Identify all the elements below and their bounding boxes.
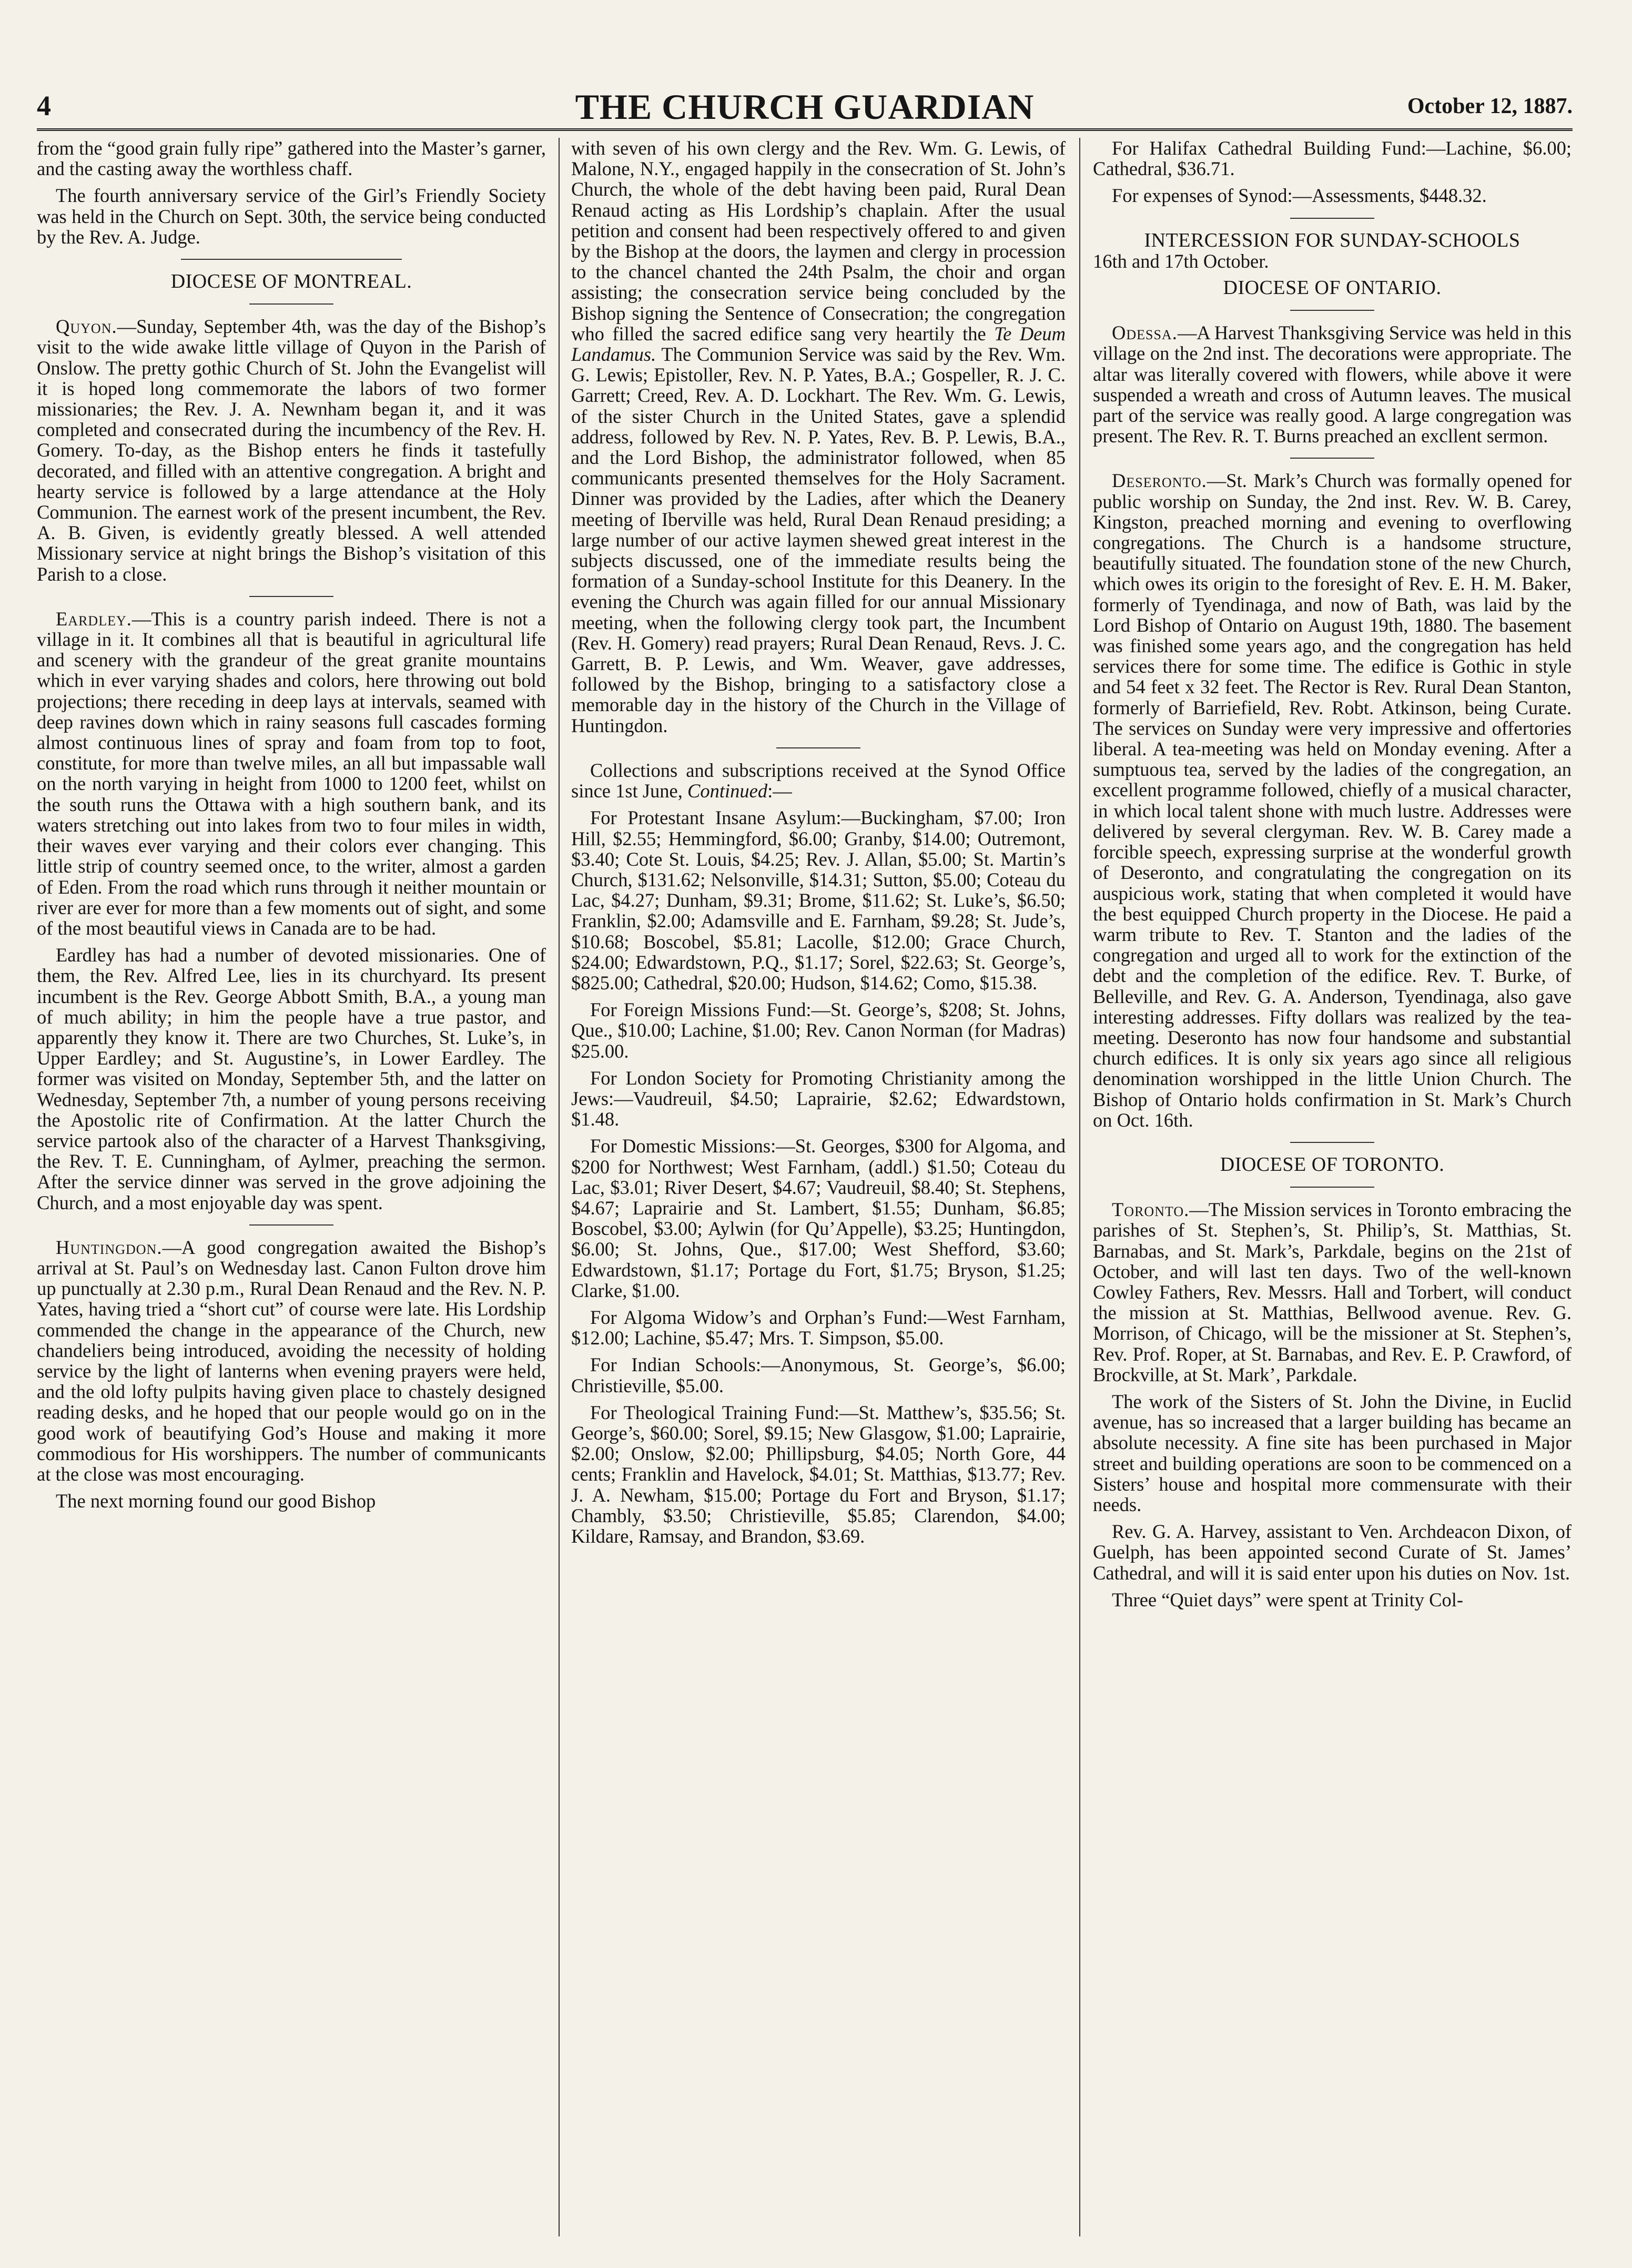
masthead xyxy=(37,89,1573,126)
paragraph-sisters: The work of the Sisters of St. John the Divine, in Euclid avenue, has so increased that a larger building has became an absolute necessity. A fine site has been purchased in Major street and building operations are soon to be commenced on a Sisters’ house and hospital more commensurate with their needs. xyxy=(1093,1390,1572,1515)
section-heading-toronto: DIOCESE OF TORONTO. xyxy=(1220,1153,1445,1176)
fund-synod-expenses: For expenses of Synod:—Assessments, $448.32. xyxy=(1112,185,1487,207)
intercession-heading: INTERCESSION FOR SUNDAY-SCHOOLS xyxy=(1144,229,1521,251)
place-name: Quyon. xyxy=(56,316,117,338)
fund-theological-training: For Theological Training Fund:—St. Matthew’s, $35.56; St. George’s, $60.00; Sorel, $9.15; New Glasgow, $1.00; Laprairie, $2.00; Onslow, $2.00; Phillipsburg, $4.05; North Gore, 44 cents; Franklin and Havelock, $4.01; St. Matthias, $13.77; Rev. J. A. Newham, $15.00; Portage du Fort and Bryson, $1.17; Chambly, $3.50; Christieville, $5.85; Clarendon, $4.00; Kildare, Ramsay, and Brandon, $3.69. xyxy=(571,1401,1066,1547)
article-huntingdon xyxy=(37,1237,546,1484)
section-rule xyxy=(1290,1187,1374,1188)
section-rule xyxy=(1290,458,1374,459)
fund-domestic-missions: For Domestic Missions:—St. Georges, $300 for Algoma, and $200 for Northwest; West Farnham, (addl.) $1.50; Coteau du Lac, $3.01; River Desert, $4.67; Vaudreuil, $8.40; St. Stephens, $4.67; Laprairie and St. Lambert, $1.55; Dunham, $6.85; Boscobel, $3.00; Aylwin (for Qu’Appelle), $3.25; Huntingdon, $6.00; St. Johns, Que., $17.00; West Shefford, $3.60; Edwardstown, $1.17; Portage du Fort, $1.75; Bryson, $1.25; Clarke, $1.00. xyxy=(571,1135,1066,1301)
article-text: —St. Mark’s Church was formally opened for public worship on Sunday, the 2nd inst. Rev. W. B. Carey, Kingston, preached morning and evening to overflowing congregations. The Church is a handsome structure, beautifully situated. The foundation stone of the new Church, which owes its origin to the foresight of Rev. E. H. M. Baker, formerly of Tyendinaga, and now of Bath, was laid by the Lord Bishop of Ontario on August 19th, 1880. The basement was finished some years ago, and the congregation has held services there for some time. The edifice is Gothic in style and 54 feet x 32 feet. The Rector is Rev. Rural Dean Stanton, formerly of Barriefield, Rev. Robt. Atkinson, being Curate. The services on Sunday were very impressive and offertories liberal. A tea-meeting was held on Monday evening. After a sumptuous tea, served by the ladies of the congregation, an excellent programme followed, chiefly of a musical character, in which local talent shone with much lustre. Addresses were delivered by several clergyman. Rev. W. B. Carey made a forcible speech, expressing surprise at the wonderful growth of Deseronto, and congratulating the congregation on its auspicious work, stating that when completed it would have the best equipped Church property in the Diocese. He paid a warm tribute to Rev. T. Stanton and the ladies of the congregation and urged all to work for the extinction of the debt and the completion of the edifice. Rev. T. Burke, of Belleville, and Rev. G. A. Anderson, Tyendinaga, also gave interesting addresses. Fifty dollars was realized by the tea-meeting. Deseronto has now four handsome and substantial church edifices. It is only six years ago since all religious denomination worshipped in the little Union Church. The Bishop of Ontario holds confirmation in St. Mark’s Church on Oct. 16th. xyxy=(1093,470,1572,1131)
article-text: with seven of his own clergy and the Rev. Wm. G. Lewis, of Malone, N.Y., engaged happily in the consecration of St. John’s Church, the whole of the debt having been paid, Rural Dean Renaud acting as His Lordship’s chaplain. After the usual petition and consent had been respectively offered to and given by the Bishop at the doors, the laymen and clergy in procession to the chancel chanted the 24th Psalm, the choir and organ assisting; the consecration service being concluded by the Bishop signing the Sentence of Consecration; the congregation who filled the sacred edifice sang very heartily the xyxy=(571,138,1066,345)
section-heading-ontario: DIOCESE OF ONTARIO. xyxy=(1223,277,1442,299)
fund-foreign-missions: For Foreign Missions Fund:—St. George’s, $208; St. Johns, Que., $10.00; Lachine, $1.00; Rev. Canon Norman (for Madras) $25.00. xyxy=(571,999,1066,1062)
intercession-dates: 16th and 17th October. xyxy=(1093,250,1269,272)
paragraph: The next morning found our good Bishop xyxy=(56,1490,376,1512)
section-rule xyxy=(1290,1142,1374,1143)
place-name: Deseronto. xyxy=(1112,470,1207,492)
section-heading-montreal: DIOCESE OF MONTREAL. xyxy=(170,270,412,293)
collections-intro xyxy=(571,760,1066,801)
article-text: —A Harvest Thanksgiving Service was held in this village on the 2nd inst. The decorations were appropriate. The altar was literally covered with flowers, while above it were suspended a wreath and cross of Autumn leaves. The musical part of the service was really good. A large congregation was present. The Rev. R. T. Burns preached an excllent sermon. xyxy=(1093,322,1572,447)
column-divider xyxy=(559,138,560,2236)
paragraph-quiet-days: Three “Quiet days” were spent at Trinity Col- xyxy=(1112,1588,1463,1611)
place-name: Odessa. xyxy=(1112,322,1178,344)
article-text: —A good congregation awaited the Bishop’s arrival at St. Paul’s on Wednesday last. Canon Fulton drove him up punctually at 2.30 p.m., Rural Dean Renaud and the Rev. N. P. Yates, having tried a “short cut” of course were late. His Lordship commended the change in the appearance of the Church, new chandeliers being introduced, avoiding the necessity of holding service by the light of lanterns when evening prayers were held, and the old lofty pulpits having given place to chastely designed reading desks, and he hoped that our people would go on in the good work of beautifying God’s House and making it more commodious for His worshippers. The number of communicants at the close was most encouraging. xyxy=(37,1236,546,1485)
newspaper-title: THE CHURCH GUARDIAN xyxy=(575,87,1035,127)
section-rule xyxy=(249,1224,333,1226)
column-3 xyxy=(1093,138,1572,2236)
article-deseronto xyxy=(1093,470,1572,1130)
section-rule xyxy=(249,303,333,305)
section-rule xyxy=(1290,218,1374,219)
fund-halifax-cathedral: For Halifax Cathedral Building Fund:—Lachine, $6.00; Cathedral, $36.71. xyxy=(1093,138,1572,180)
place-name: Eardley. xyxy=(56,608,132,630)
article-quyon xyxy=(37,316,546,584)
column-1 xyxy=(37,138,546,2236)
section-rule xyxy=(1290,310,1374,311)
place-name: Toronto. xyxy=(1112,1199,1190,1221)
paragraph: from the “good grain fully ripe” gathered into the Master’s garner, and the casting away the worthless chaff. xyxy=(37,138,546,180)
section-rule xyxy=(181,259,402,260)
page-number: 4 xyxy=(37,90,51,122)
place-name: Huntingdon. xyxy=(56,1236,163,1258)
continued-label: Continued xyxy=(687,780,768,802)
issue-date: October 12, 1887. xyxy=(1407,94,1573,118)
fund-insane-asylum: For Protestant Insane Asylum:—Buckingham, $7.00; Iron Hill, $2.55; Hemmingford, $6.00; Granby, $14.00; Outremont, $3.40; Cote St. Louis, $4.25; Rev. J. Allan, $5.00; St. Martin’s Church, $131.62; Nelsonville, $14.31; Sutton, $5.00; Coteau du Lac, $4.27; Dunham, $9.31; Brome, $11.62; St. Luke’s, $6.50; Franklin, $2.00; Adamsville and E. Farnham, $9.28; St. Jude’s, $10.68; Boscobel, $5.81; Lacolle, $12.00; Grace Church, $24.00; Edwardstown, P.Q., $1.17; Sorel, $22.63; St. George’s, $825.00; Cathedral, $20.00; Hudson, $14.62; Como, $15.38. xyxy=(571,807,1066,994)
section-rule xyxy=(249,596,333,597)
article-toronto xyxy=(1093,1199,1572,1385)
fund-indian-schools: For Indian Schools:—Anonymous, St. George’s, $6.00; Christieville, $5.00. xyxy=(571,1354,1066,1396)
fund-jews-society: For London Society for Promoting Christianity among the Jews:—Vaudreuil, $4.50; Laprairie, $2.62; Edwardstown, $1.48. xyxy=(571,1067,1066,1130)
column-divider xyxy=(1079,138,1080,2236)
article-eardley xyxy=(37,609,546,938)
section-rule xyxy=(776,747,860,748)
article-consecration xyxy=(571,138,1066,736)
paragraph-harvey: Rev. G. A. Harvey, assistant to Ven. Archdeacon Dixon, of Guelph, has been appointed second Curate of St. James’ Cathedral, and will it is said enter upon his duties on Nov. 1st. xyxy=(1093,1521,1572,1584)
article-text: —This is a country parish indeed. There is not a village in it. It combines all that is beautiful in agricultural life and scenery with the grandeur of the great granite mountains which in ever varying shades and colors, here throwing out bold projections; there receding in deep lays at intervals, seamed with deep ravines down which in rainy seasons full cascades forming almost continuous lines of spray and foam from top to foot, constitute, for more than twelve miles, an all but impassable wall on the north varying in height from 1000 to 1200 feet, whilst on the south runs the Ottawa with a high southern bank, and its waters stretching out into lakes from two to four miles in width, their waves ever varying and their colors ever changing. This little strip of country seemed once, to the writer, almost a garden of Eden. From the road which runs through it neither mountain or river are ever for more than a few moments out of sight, and some of the most beautiful views in Canada are to be had. xyxy=(37,608,546,939)
column-2 xyxy=(571,138,1066,2236)
article-text: —The Mission services in Toronto embracing the parishes of St. Stephen’s, St. Philip’s, St. Matthias, St. Barnabas, and St. Mark’s, Parkdale, begins on the 21st of October, and will last ten days. Two of the well-known Cowley Fathers, Rev. Messrs. Hall and Torbert, will conduct the mission at St. Matthias, Bellwood avenue. Rev. G. Morrison, of Chicago, will be the missioner at St. Stephen’s, Rev. Prof. Roper, at St. Barnabas, and Rev. E. P. Crawford, of Brockville, at St. Mark’, Parkdale. xyxy=(1093,1199,1572,1385)
paragraph: The fourth anniversary service of the Girl’s Friendly Society was held in the Church on Sept. 30th, the service being conducted by the Rev. A. Judge. xyxy=(37,185,546,248)
intro-text: Collections and subscriptions received at the Synod Office since 1st June, xyxy=(571,759,1066,802)
fund-algoma-widows: For Algoma Widow’s and Orphan’s Fund:—West Farnham, $12.00; Lachine, $5.47; Mrs. T. Simpson, $5.00. xyxy=(571,1306,1066,1349)
article-odessa xyxy=(1093,322,1572,446)
paragraph: Eardley has had a number of devoted missionaries. One of them, the Rev. Alfred Lee, lies in its churchyard. Its present incumbent is the Rev. George Abbott Smith, B.A., a young man of much ability; in him the people have a true pastor, and apparently they know it. There are two Churches, St. Luke’s, in Upper Eardley; and St. Augustine’s, in Lower Eardley. The former was visited on Monday, September 5th, and the latter on Wednesday, September 7th, a number of young persons receiving the Apostolic rite of Confirmation. At the latter Church the service partook also of the character of a Harvest Thanksgiving, the Rev. T. E. Cunningham, of Aylmer, preaching the sermon. After the service dinner was served in the grove adjoining the Church, and a most enjoyable day was spent. xyxy=(37,944,546,1213)
article-text: —Sunday, September 4th, was the day of the Bishop’s visit to the wide awake little village of Quyon in the Parish of Onslow. The pretty gothic Church of St. John the Evangelist will it is hoped long commemorate the labors of two former missionaries; the Rev. J. A. Newnham began it, and it was completed and consecrated during the incumbency of the Rev. H. Gomery. To-day, as the Bishop enters he finds it tastefully decorated, and filled with an attentive congregation. A bright and hearty service is followed by a large attendance at the Holy Communion. The earnest work of the present incumbent, the Rev. A. B. Given, is evidently greatly blessed. A well attended Missionary service at night brings the Bishop’s visitation of this Parish to a close. xyxy=(37,316,546,585)
masthead-rule xyxy=(37,128,1573,131)
hymn-title: Te Deum Landamus. xyxy=(571,322,1066,366)
intro-text-end: :— xyxy=(767,780,792,802)
article-text: The Communion Service was said by the Rev. Wm. G. Lewis; Epistoller, Rev. N. P. Yates, B.A.; Gospeller, R. J. C. Garrett; Creed, Rev. A. D. Lockhart. The Rev. Wm. G. Lewis, of the sister Church in the United States, gave a splendid address, followed by Rev. N. P. Yates, Rev. B. P. Lewis, B.A., and the Lord Bishop, the administrator followed, when 85 communicants presented themselves for the Holy Sacrament. Dinner was provided by the Ladies, after which the Deanery meeting of Iberville was held, Rural Dean Renaud presiding; a large number of our active laymen shewed great interest in the subjects discussed, one of the immediate results being the formation of a Sunday-school Institute for this Deanery. In the evening the Church was again filled for our annual Missionary meeting, when the following clergy took part, the Incumbent (Rev. H. Gomery) read prayers; Rural Dean Renaud, Revs. J. C. Garrett, B. P. Lewis, and Wm. Weaver, gave addresses, followed by the Bishop, bringing to a satisfactory close a memorable day in the history of the Church in the Village of Huntingdon. xyxy=(571,343,1066,736)
